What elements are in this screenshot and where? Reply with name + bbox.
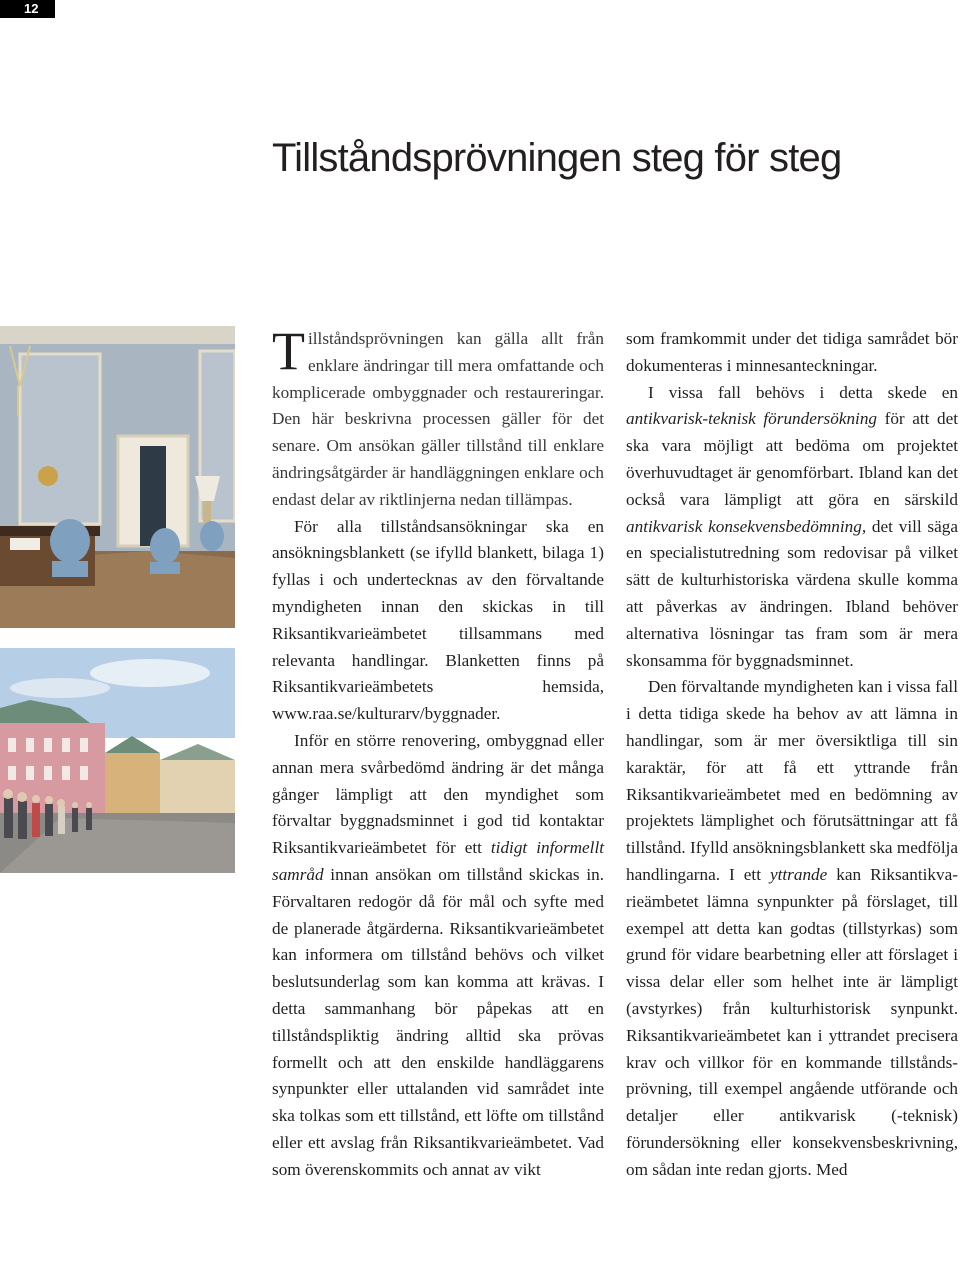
intro-text: illståndsprövningen kan gälla allt från enklare ändringar till mera omfattande och komplicerade ombyggnader och restaureringar. Den här beskrivna processen gäller för det senare. Om ansökan gäller tillstånd till enklare ändringsåtgärder är handläggningen enklare och endast delar av riktlinjerna nedan tillämpas. bbox=[272, 329, 604, 509]
paragraph: För alla tillståndsansökningar ska en ansökningsblankett (se ifylld blankett, bilaga 1) fyllas i och undertecknas av den förvaltande myndigheten innan den skickas in till Riksantikvarieämbetet tillsammans med relevanta handlingar. Blanketten finns på Riksantikvarieämbetets hemsida, www.raa.se/kulturarv/byggnader. bbox=[272, 516, 604, 724]
text-run: kan Riksantikvarieämbetet lämna synpunkter på förslaget, till exempel att detta kan godtas (tillstyrkas) som grund för vidare bearbetning eller att förslaget i vissa delar eller som helhet inte är lämpligt (avstyrkes) från kulturhistorisk synpunkt. Riksantikvarieämbetet kan i yttrandet precisera krav och villkor för en kommande tillståndsprövning, till exempel angående utförande och detaljer eller antikvarisk (-teknisk) förundersökning eller konsekvensbeskrivning, om sådan inte redan gjorts. Med bbox=[626, 864, 958, 1179]
paragraph bbox=[626, 674, 958, 1183]
paragraph bbox=[626, 380, 958, 675]
page-title: Tillståndsprövningen steg för steg bbox=[272, 136, 842, 180]
paragraph bbox=[272, 728, 604, 1184]
town-square-photo bbox=[0, 648, 235, 873]
body-text-column-right bbox=[626, 326, 958, 1184]
text-run: Inför en större renovering, ombyggnad eller annan mera svårbedömd ändring är det många gånger lämpligt att den myndighet som förvaltar byggnadsminnet i god tid kontaktar Riksantikvarieämbetet för ett bbox=[272, 730, 604, 858]
text-run: innan ansökan om tillstånd skickas in. Förvaltaren redogör då för mål och syfte med de planerade åtgärderna. Riksantikvarieämbetet kan informera om tillstånd behövs och vilket beslutsunderlag som kan komma att krävas. I detta sammanhang bör påpekas att en tillståndspliktig ändring alltid ska prövas formellt och att den enskilde handläggarens synpunkter eller uttalanden vid samrådet inte ska tolkas som ett tillstånd, ett löfte om tillstånd eller ett avslag från Riksantikvarieämbetet. Vad som överenskommits och annat av vikt bbox=[272, 864, 604, 1179]
emphasis-term: tidigt informellt samråd bbox=[272, 838, 604, 884]
emphasis-term: yttrande bbox=[770, 864, 828, 884]
emphasis-term: antikvarisk-teknisk förundersökning bbox=[626, 409, 878, 429]
text-run: Den förvaltande myndigheten kan i vissa fall i detta tidiga skede ha behov av att lämna in handlingar, som är mer översiktliga till sin karaktär, för att få ett yttrande från Riksantikvarieämbetet med en bedömning av projektets lämplighet och förutsättningar att få tillstånd. Ifylld ansökningsblankett ska medfölja handlingarna. I ett bbox=[626, 677, 958, 884]
paragraph: som framkommit under det tidiga samrådet bör dokumenteras i minnesanteckningar. bbox=[626, 329, 958, 375]
text-run: I vissa fall behövs i detta skede en bbox=[648, 382, 958, 402]
interior-photo bbox=[0, 326, 235, 628]
page-number: 12 bbox=[0, 0, 55, 18]
body-text-column-middle bbox=[272, 321, 604, 1184]
drop-cap: T bbox=[272, 321, 305, 381]
text-run: det vill säga en specialistutredning som redovisar på vilket sätt de kulturhistoriska värdena skulle komma att påverkas av ändringen. Ibland behöver alternativa lösningar tas fram som är mera skonsamma för byggnadsminnet. bbox=[626, 516, 958, 670]
emphasis-term: antikvarisk konsekvensbedömning, bbox=[626, 516, 867, 536]
intro-paragraph bbox=[272, 321, 604, 514]
text-run: för att det ska vara möjligt att bedöma om projektet överhuvudtaget är genomförbart. Ibland kan det också vara lämpligt att göra en särskild bbox=[626, 409, 959, 509]
